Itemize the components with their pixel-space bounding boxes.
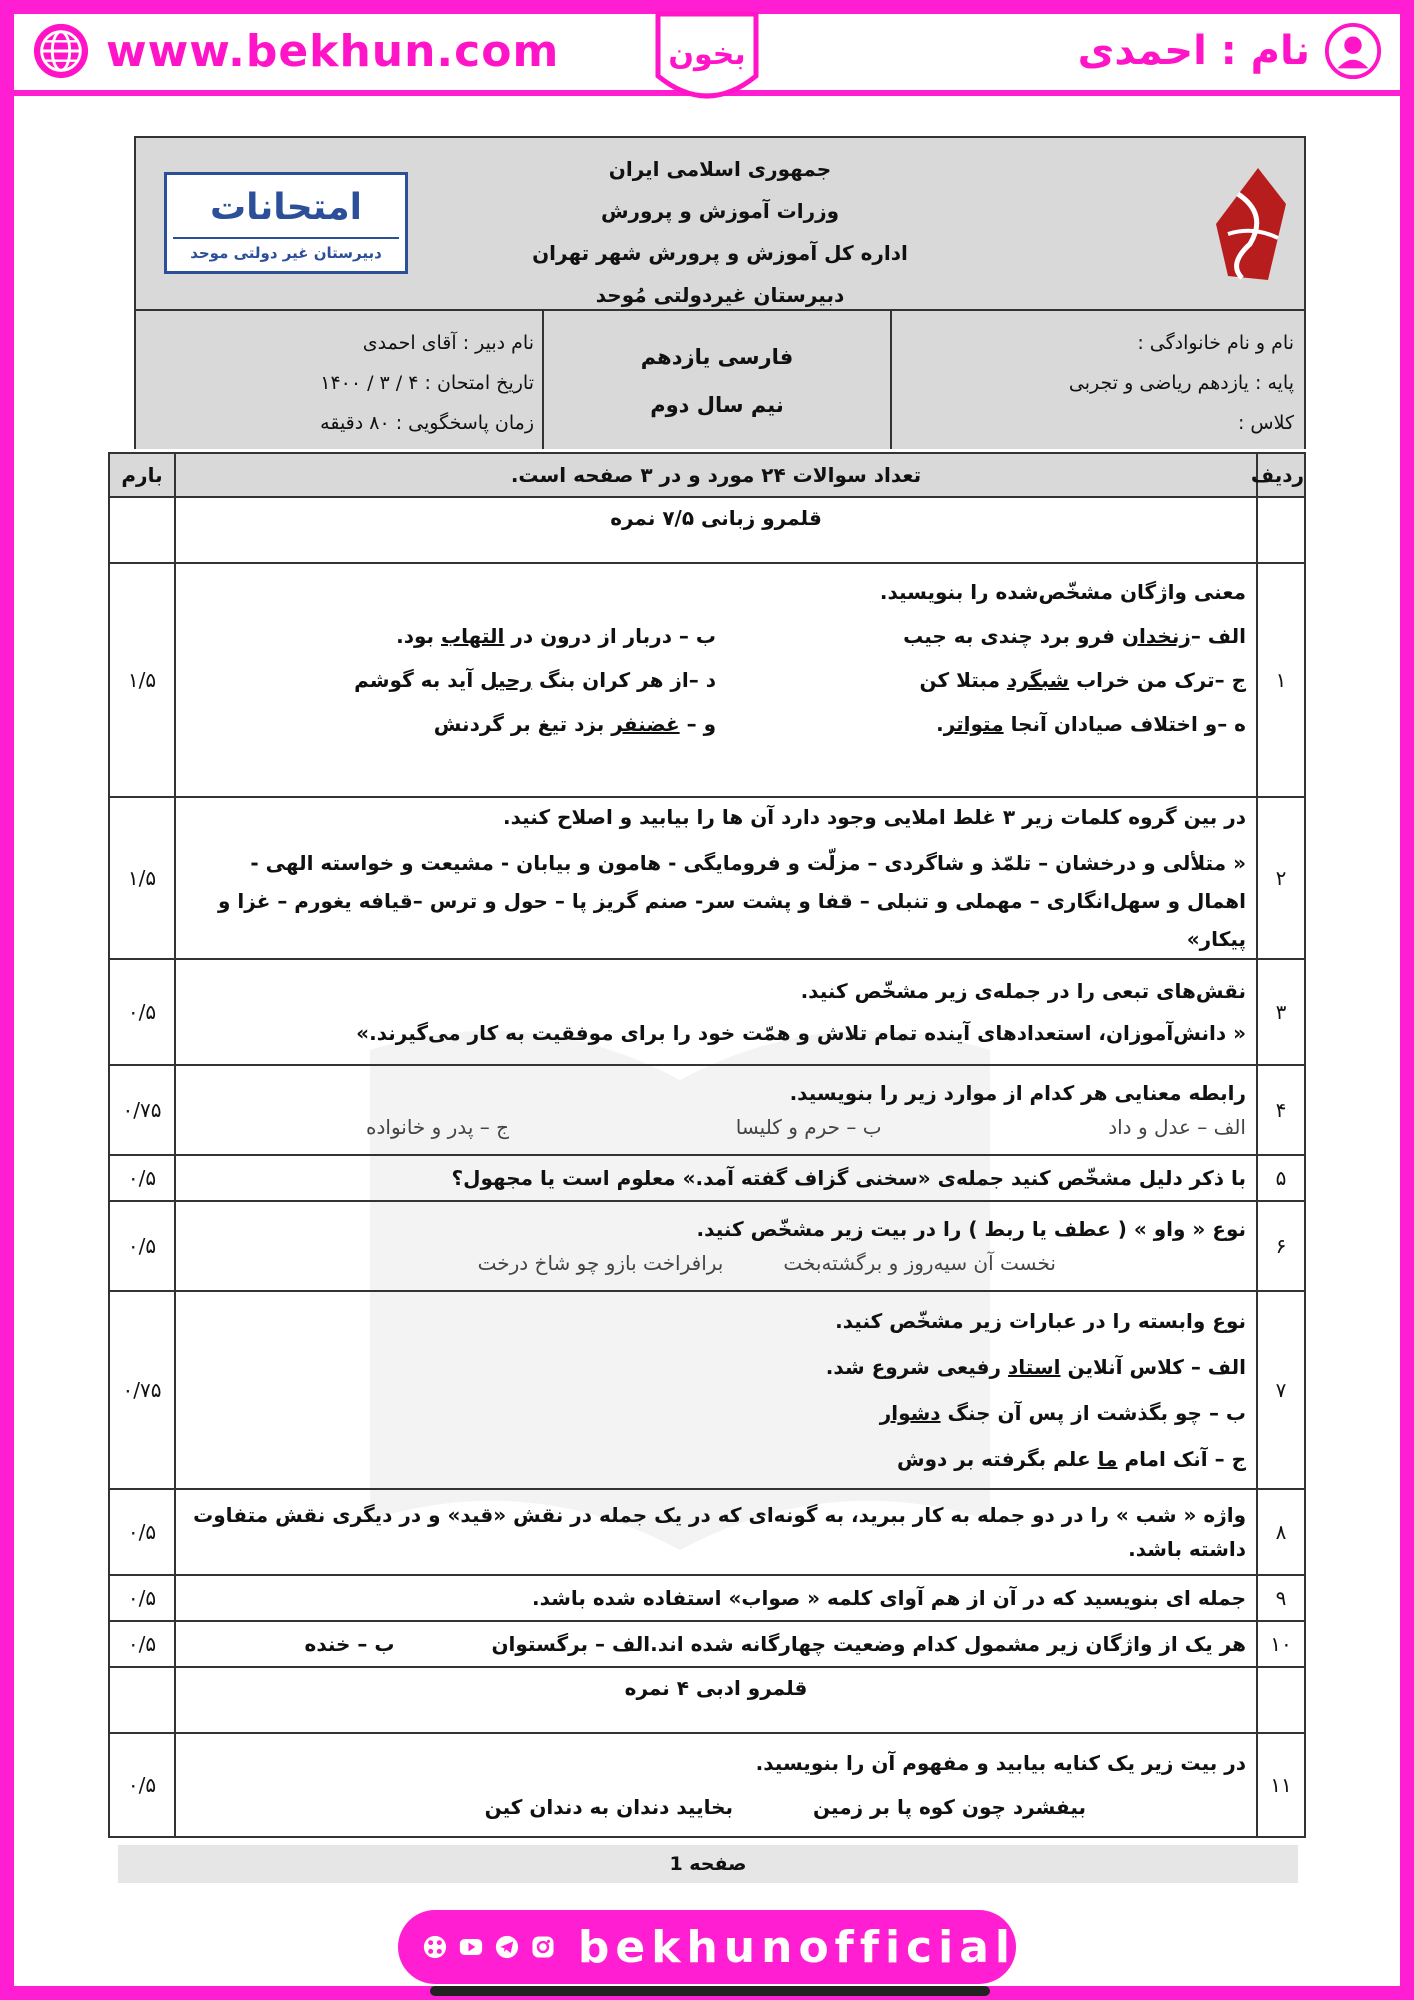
question-row-2 [109,797,1305,959]
col-row-header: ردیف [1257,453,1305,497]
question-title: معنی واژگان مشخّص‌شده را بنویسید. [879,580,1246,604]
student-name-badge [1078,22,1382,80]
question-title: در بین گروه کلمات زیر ۳ غلط املایی وجود دارد آن ها را بیابید و اصلاح کنید. [502,805,1246,829]
question-score: ۰/۵ [109,1489,175,1575]
section-language: قلمرو زبانی ۷/۵ نمره [175,497,1257,563]
q4-options: الف – عدل و داد ب – حرم و کلیسا ج – پدر و خانواده [366,1115,1246,1139]
grade-field: پایه : یازدهم ریاضی و تجربی [1068,372,1294,394]
website-text: www.bekhun.com [106,25,560,77]
question-body [175,563,1257,797]
exam-info [136,311,544,449]
question-number: ۹ [1257,1575,1305,1621]
page-number: صفحه 1 [118,1845,1298,1883]
question-text: « دانش‌آموزان، استعدادهای آینده تمام تلاش و همّت خود را برای موفقیت به کار می‌گیرند.» [356,1021,1246,1045]
question-body [175,797,1257,959]
question-body [175,1201,1257,1291]
telegram-icon[interactable] [494,1926,520,1968]
q10-item-b: ب – خنده [304,1632,395,1656]
col-score-header: بارم [109,453,175,497]
title-line-3: اداره کل آموزش و پرورش شهر تهران [532,241,908,265]
question-row-9 [109,1575,1305,1621]
question-body [175,1065,1257,1155]
section-literary: قلمرو ادبی ۴ نمره [175,1667,1257,1733]
question-number: ۱ [1257,563,1305,797]
stamp-subtitle: دبیرستان غیر دولتی موحد [190,244,382,262]
question-text: « متلألی و درخشان – تلمّذ و شاگردی – مزلّت و فرومایگی - هامون و بیابان - مشیعت و خواسته الهی - اهمال و سهل‌انگاری – مهملی و تنبلی – قفا و پشت سر- صنم گریز پا – حول و ترس –قیافه یغورم – غزا و پیکار» [218,851,1246,951]
question-text: جمله ای بنویسید که در آن از هم آوای کلمه « صواب» استفاده شده باشد. [175,1575,1257,1621]
social-bar-shadow [430,1986,990,1996]
q7-item-b: ب – چو بگذشت از پس آن جنگ دشوار [879,1401,1246,1425]
question-row-3 [109,959,1305,1065]
semester-title: نیم سال دوم [650,393,784,417]
question-row-8 [109,1489,1305,1575]
question-number: ۱۰ [1257,1621,1305,1667]
student-name-field[interactable]: نام و نام خانوادگی : [1137,332,1294,354]
question-body [175,1733,1257,1837]
q6-verse: نخست آن سیه‌روز و برگشته‌بخت برافراخت بازو چو شاخ درخت [477,1251,1056,1275]
title-line-4: دبیرستان غیردولتی مُوحد [595,283,845,307]
q1-line-3: ه –و اختلاف صیادان آنجا متواتر. و – غضنفر بزد تیغ بر گردنش [433,712,1246,736]
q7-item-c: ج – آنک امام ما علم بگرفته بر دوش [897,1447,1246,1471]
question-row-4 [109,1065,1305,1155]
question-number: ۳ [1257,959,1305,1065]
question-text: با ذکر دلیل مشخّص کنید جمله‌ی «سخنی گزاف گفته آمد.» معلوم است یا مجهول؟ [175,1155,1257,1201]
question-score: ۱/۵ [109,797,175,959]
class-field[interactable]: کلاس : [1237,412,1294,434]
social-bar[interactable] [398,1910,1016,1984]
exam-header [134,136,1306,449]
youtube-icon[interactable] [458,1926,484,1968]
question-title: نوع وابسته را در عبارات زیر مشخّص کنید. [835,1309,1246,1333]
question-score: ۰/۷۵ [109,1291,175,1489]
bekhun-logo [648,6,766,110]
section-row [109,1667,1305,1733]
header-top [136,138,1304,311]
question-title: نقش‌های تبعی را در جمله‌ی زیر مشخّص کنید. [800,979,1246,1003]
col-info-header: تعداد سوالات ۲۴ مورد و در ۳ صفحه است. [175,453,1257,497]
top-bar [14,14,1400,96]
stamp-title: امتحانات [173,175,399,239]
user-icon [1324,22,1382,80]
question-score: ۰/۵ [109,1155,175,1201]
question-row-1 [109,563,1305,797]
q1-line-2: ج –ترک من خراب شبگرد مبتلا کن د –از هر کران بنگ رحیل آید به گوشم [354,668,1246,692]
table-header-row [109,453,1305,497]
globe-icon [32,22,90,80]
question-score: ۰/۵ [109,1733,175,1837]
title-line-2: وزرات آموزش و پرورش [600,199,840,223]
q1-line-1: الف –زنخدان فرو برد چندی به جیب ب – دربار از درون در التهاب بود. [396,624,1246,648]
question-number: ۷ [1257,1291,1305,1489]
question-text: هر یک از واژگان زیر مشمول کدام وضعیت چهارگانه شده اند.الف – برگستوان [491,1632,1246,1656]
question-text: واژه « شب » را در دو جمله به کار ببرید، به گونه‌ای که در یک جمله در نقش «قید» و در دیگری نقش متفاوت داشته باشد. [175,1489,1257,1575]
section-row [109,497,1305,563]
question-number: ۶ [1257,1201,1305,1291]
question-row-11 [109,1733,1305,1837]
name-label: نام : احمدی [1077,28,1310,74]
question-body [175,1621,1257,1667]
question-number: ۲ [1257,797,1305,959]
question-title: در بیت زیر یک کنایه بیابید و مفهوم آن را بنویسید. [755,1751,1246,1775]
social-handle: bekhunofficial [577,1921,1016,1973]
question-row-5 [109,1155,1305,1201]
questions-table [108,452,1306,1838]
question-row-6 [109,1201,1305,1291]
question-score: ۰/۷۵ [109,1065,175,1155]
teacher-field: نام دبیر : آقای احمدی [362,332,534,354]
question-title: نوع « واو » ( عطف یا ربط ) را در بیت زیر مشخّص کنید. [696,1217,1246,1241]
subject-title: فارسی یازدهم [640,345,794,369]
subject-info [542,311,890,449]
question-row-7 [109,1291,1305,1489]
instagram-icon[interactable] [530,1926,556,1968]
question-row-10 [109,1621,1305,1667]
q7-item-a: الف – کلاس آنلاین استاد رفیعی شروع شد. [825,1355,1246,1379]
question-score: ۰/۵ [109,959,175,1065]
header-info [136,311,1304,449]
duration-field: زمان پاسخگویی : ۸۰ دقیقه [320,412,534,434]
question-title: رابطه معنایی هر کدام از موارد زیر را بنویسید. [789,1081,1246,1105]
question-number: ۵ [1257,1155,1305,1201]
question-number: ۴ [1257,1065,1305,1155]
question-body [175,1291,1257,1489]
question-score: ۱/۵ [109,563,175,797]
exam-stamp [164,172,408,274]
question-number: ۱۱ [1257,1733,1305,1837]
question-score: ۰/۵ [109,1201,175,1291]
website-link[interactable] [32,22,559,80]
question-number: ۸ [1257,1489,1305,1575]
title-line-1: جمهوری اسلامی ایران [608,157,832,181]
school-emblem [1198,164,1290,284]
question-score: ۰/۵ [109,1621,175,1667]
logo-text: بخون [668,37,746,72]
student-info [890,311,1304,449]
question-score: ۰/۵ [109,1575,175,1621]
q11-verse: بیفشرد چون کوه پا بر زمین بخایید دندان به دندان کین [484,1795,1086,1819]
exam-date-field: تاریخ امتحان : ۴ / ۳ / ۱۴۰۰ [320,372,534,394]
question-body [175,959,1257,1065]
aparat-icon[interactable] [422,1926,448,1968]
